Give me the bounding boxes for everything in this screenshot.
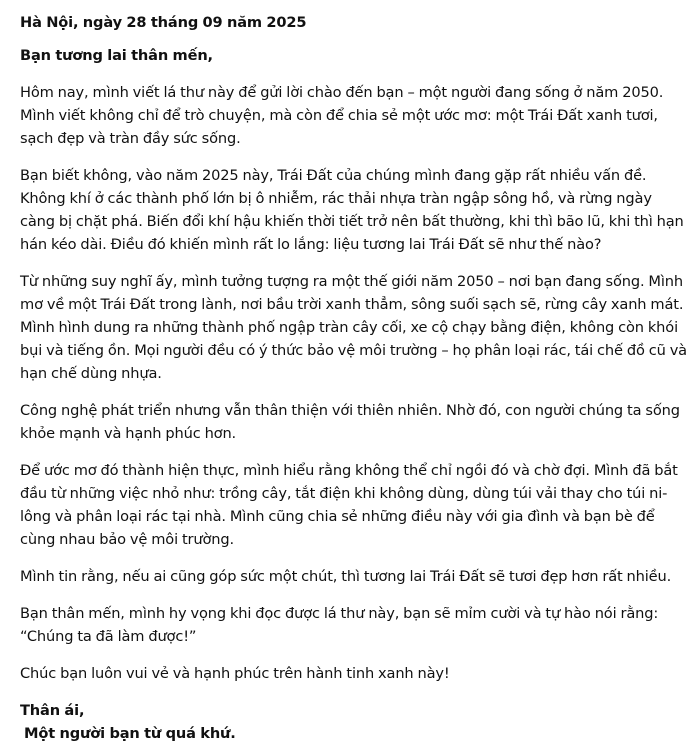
letter-paragraph: Chúc bạn luôn vui vẻ và hạnh phúc trên hành tinh xanh này! [20,665,450,682]
letter-paragraph: Mình tin rằng, nếu ai cũng góp sức một chút, thì tương lai Trái Đất sẽ tươi đẹp hơn rất nhiều. [20,568,672,585]
letter-date: Hà Nội, ngày 28 tháng 09 năm 2025 [20,14,307,31]
letter-signature: Một người bạn từ quá khứ. [24,725,236,742]
letter-paragraph: Hôm nay, mình viết lá thư này để gửi lời chào đến bạn – một người đang sống ở năm 2050. Mình viết không chỉ để trò chuyện, mà còn để chia sẻ một ước mơ: một Trái Đất xanh tươi, sạch đẹp và tràn đầy sức sống. [20,84,664,147]
letter-paragraph: Từ những suy nghĩ ấy, mình tưởng tượng ra một thế giới năm 2050 – nơi bạn đang sống. Mình mơ về một Trái Đất trong lành, nơi bầu trời xanh thẳm, sông suối sạch sẽ, rừng cây xanh mát. Mình hình dung ra những thành phố ngập tràn cây cối, xe cộ chạy bằng điện, không còn khói bụi và tiếng ồn. Mọi người đều có ý thức bảo vệ môi trường – họ phân loại rác, tái chế đồ cũ và hạn chế dùng nhựa. [20,273,687,382]
letter-paragraph: Bạn biết không, vào năm 2025 này, Trái Đất của chúng mình đang gặp rất nhiều vấn đề. Không khí ở các thành phố lớn bị ô nhiễm, rác thải nhựa tràn ngập sông hồ, và rừng ngày càng bị chặt phá. Biến đổi khí hậu khiến thời tiết trở nên bất thường, khi thì bão lũ, khi thì hạn hán kéo dài. Điều đó khiến mình rất lo lắng: liệu tương lai Trái Đất sẽ như thế nào? [20,167,684,253]
letter-paragraph: Để ước mơ đó thành hiện thực, mình hiểu rằng không thể chỉ ngồi đó và chờ đợi. Mình đã bắt đầu từ những việc nhỏ như: trồng cây, tắt điện khi không dùng, dùng túi vải thay cho túi ni-lông và phân loại rác tại nhà. Mình cũng chia sẻ những điều này với gia đình và bạn bè để cùng nhau bảo vệ môi trường. [20,462,678,548]
letter-paragraph: Công nghệ phát triển nhưng vẫn thân thiện với thiên nhiên. Nhờ đó, con người chúng ta sống khỏe mạnh và hạnh phúc hơn. [20,402,680,442]
letter-greeting: Bạn tương lai thân mến, [20,47,213,64]
letter-paragraph: Bạn thân mến, mình hy vọng khi đọc được lá thư này, bạn sẽ mỉm cười và tự hào nói rằng: “Chúng ta đã làm được!” [20,605,659,645]
letter-closing: Thân ái, [20,702,85,719]
